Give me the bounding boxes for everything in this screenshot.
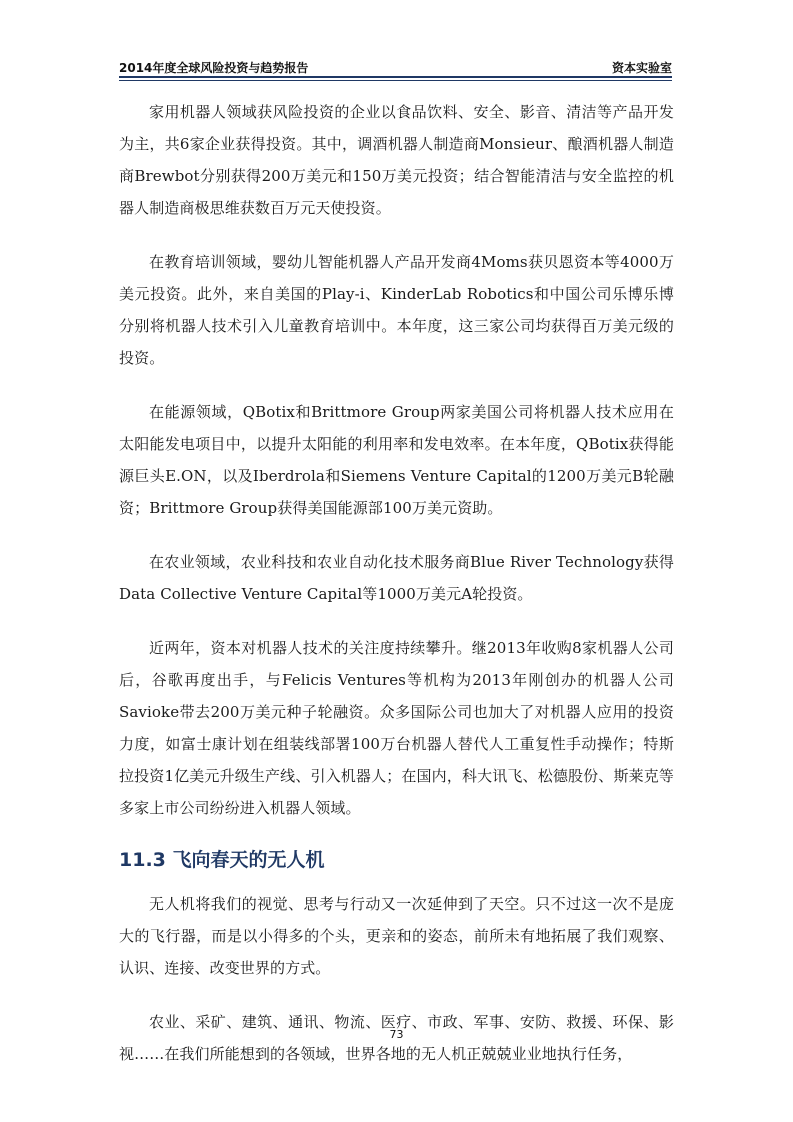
paragraph-agriculture: 在农业领域，农业科技和农业自动化技术服务商Blue River Technology获得Data Collective Venture Capital等1000万美元A轮投资。: [119, 553, 674, 603]
paragraph-drone-intro: 无人机将我们的视觉、思考与行动又一次延伸到了天空。只不过这一次不是庞大的飞行器，而是以小得多的个头，更亲和的姿态，前所未有地拓展了我们观察、认识、连接、改变世界的方式。: [119, 895, 674, 977]
paragraph-energy: 在能源领域，QBotix和Brittmore Group两家美国公司将机器人技术应用在太阳能发电项目中，以提升太阳能的利用率和发电效率。在本年度，QBotix获得能源巨头E.ON，以及Iberdrola和Siemens Venture Capital的1200万美元B轮融资；Brittmore Group获得美国能源部100万美元资助。: [119, 403, 674, 517]
header-title: 2014年度全球风险投资与趋势报告: [119, 61, 309, 75]
page-content: [119, 96, 674, 1092]
paragraph-capital-trend: 近两年，资本对机器人技术的关注度持续攀升。继2013年收购8家机器人公司后，谷歌再度出手，与Felicis Ventures等机构为2013年刚创办的机器人公司Savioke带去200万美元种子轮融资。众多国际公司也加大了对机器人应用的投资力度，如富士康计划在组装线部署100万台机器人替代人工重复性手动操作；特斯拉投资1亿美元升级生产线、引入机器人；在国内，科大讯飞、松德股份、斯莱克等多家上市公司纷纷进入机器人领域。: [119, 639, 674, 817]
section-heading: 11.3 飞向春天的无人机: [119, 849, 325, 871]
page-header: [119, 54, 672, 76]
paragraph-education: 在教育培训领域，婴幼儿智能机器人产品开发商4Moms获贝恩资本等4000万美元投资。此外，来自美国的Play-i、KinderLab Robotics和中国公司乐博乐博分别将机器人技术引入儿童教育培训中。本年度，这三家公司均获得百万美元级的投资。: [119, 253, 674, 367]
header-rule-thick: [119, 76, 672, 78]
page-number: 73: [389, 1028, 404, 1041]
paragraph-drone-fields: 农业、采矿、建筑、通讯、物流、医疗、市政、军事、安防、救援、环保、影视……在我们所能想到的各领域，世界各地的无人机正兢兢业业地执行任务，: [119, 1013, 674, 1063]
header-rule-thin: [119, 80, 672, 81]
header-brand: 资本实验室: [611, 61, 672, 75]
paragraph-home-robots: 家用机器人领域获风险投资的企业以食品饮料、安全、影音、清洁等产品开发为主，共6家企业获得投资。其中，调酒机器人制造商Monsieur、酿酒机器人制造商Brewbot分别获得200万美元和150万美元投资；结合智能清洁与安全监控的机器人制造商极思维获数百万元天使投资。: [119, 103, 674, 217]
